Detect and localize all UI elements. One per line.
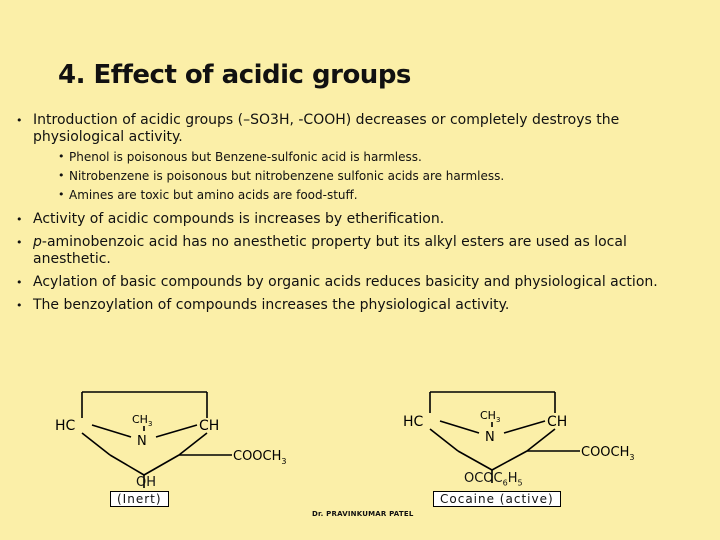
sub-bullet-phenol bbox=[42, 149, 706, 165]
bullet-dot-icon: • bbox=[58, 188, 65, 201]
slide-title: 4. Effect of acidic groups bbox=[58, 60, 411, 90]
sub-bullet-text: Amines are toxic but amino acids are food-stuff. bbox=[69, 188, 358, 202]
structure-inert-drawing bbox=[52, 385, 342, 495]
bullet-acylation bbox=[16, 274, 706, 291]
sub-bullet-text: Nitrobenzene is poisonous but nitrobenzene sulfonic acids are harmless. bbox=[69, 169, 505, 183]
bullet-dot-icon: • bbox=[16, 213, 23, 226]
structure-inert bbox=[52, 385, 342, 510]
bullet-etherification-text: Activity of acidic compounds is increases by etherification. bbox=[33, 211, 445, 227]
structure-cocaine-drawing bbox=[400, 385, 690, 495]
n-label: N bbox=[137, 434, 147, 449]
ch-label: CH bbox=[199, 418, 220, 434]
bullet-benzoylation-text: The benzoylation of compounds increases the physiological activity. bbox=[33, 297, 510, 313]
bullet-benzoylation bbox=[16, 297, 706, 314]
bullet-list bbox=[16, 112, 706, 314]
ch3-label: $CH_3$ bbox=[480, 409, 501, 424]
bullet-acylation-text: Acylation of basic compounds by organic acids reduces basicity and physiological action. bbox=[33, 274, 658, 290]
sub-bullet-nitrobenzene bbox=[42, 168, 706, 184]
cooch3-label: $COOCH_3$ bbox=[581, 445, 635, 462]
hc-label: HC bbox=[403, 414, 424, 430]
cooch3-label: $COOCH_3$ bbox=[233, 449, 287, 466]
sub-bullet-text: Phenol is poisonous but Benzene-sulfonic acid is harmless. bbox=[69, 150, 422, 164]
bullet-dot-icon: • bbox=[16, 114, 23, 127]
bullet-intro-text: Introduction of acidic groups (–SO3H, -COOH) decreases or completely destroys the physiological activity. bbox=[33, 112, 620, 145]
sub-bullet-amines bbox=[42, 187, 706, 203]
bullet-dot-icon: • bbox=[16, 299, 23, 312]
ch3-label: $CH_3$ bbox=[132, 413, 153, 428]
bullet-aminobenzoic-text: -aminobenzoic acid has no anesthetic property but its alkyl esters are used as local anesthetic. bbox=[33, 234, 627, 267]
structure-cocaine bbox=[400, 385, 690, 510]
bullet-dot-icon: • bbox=[16, 236, 23, 249]
bullet-dot-icon: • bbox=[58, 150, 65, 163]
footer-author: Dr. PRAVINKUMAR PATEL bbox=[312, 510, 414, 518]
structure-cocaine-label: Cocaine (active) bbox=[433, 491, 561, 507]
structure-inert-label: (Inert) bbox=[110, 491, 169, 507]
bullet-aminobenzoic bbox=[16, 234, 706, 268]
bullet-intro bbox=[16, 112, 706, 146]
bullet-dot-icon: • bbox=[58, 169, 65, 182]
n-label: N bbox=[485, 430, 495, 445]
para-prefix: p bbox=[33, 234, 42, 250]
benzoyl-ester-label: $OCOC_6H_5$ bbox=[464, 471, 523, 488]
bullet-etherification bbox=[16, 211, 706, 228]
bullet-dot-icon: • bbox=[16, 276, 23, 289]
ch-label: CH bbox=[547, 414, 568, 430]
oh-label: OH bbox=[136, 475, 157, 490]
hc-label: HC bbox=[55, 418, 76, 434]
